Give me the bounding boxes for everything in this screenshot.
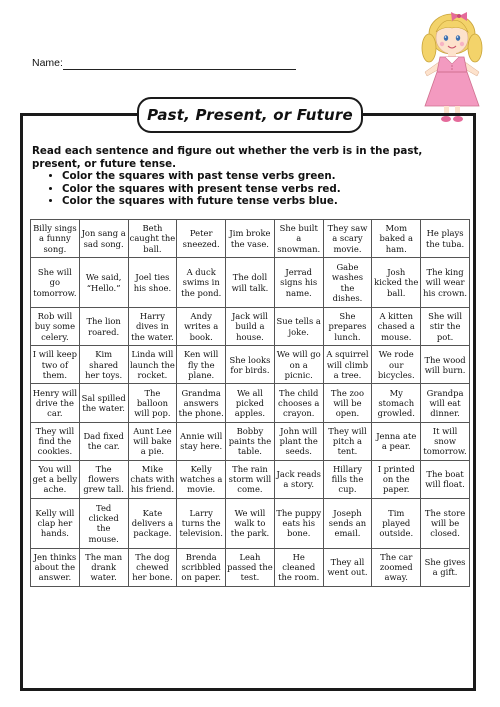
- sentence-square[interactable]: Harry dives in the water.: [128, 307, 177, 345]
- sentence-square[interactable]: My stomach growled.: [372, 384, 421, 422]
- sentence-square[interactable]: A squirrel will climb a tree.: [323, 346, 372, 384]
- sentence-square[interactable]: Bobby paints the table.: [226, 422, 275, 460]
- sentence-square[interactable]: Jerrad signs his name.: [274, 258, 323, 308]
- page-title: Past, Present, or Future: [147, 106, 353, 124]
- sentence-square[interactable]: Aunt Lee will bake a pie.: [128, 422, 177, 460]
- title-banner: [137, 97, 363, 133]
- sentence-square[interactable]: Sal spilled the water.: [79, 384, 128, 422]
- sentence-square[interactable]: The rain storm will come.: [226, 460, 275, 498]
- sentence-square[interactable]: She built a snowman.: [274, 220, 323, 258]
- grid-row: [31, 498, 470, 548]
- sentence-square[interactable]: Hillary fills the cup.: [323, 460, 372, 498]
- sentence-square[interactable]: You will get a belly ache.: [31, 460, 80, 498]
- instruction-present: • Color the squares with present tense verbs red.: [62, 183, 472, 196]
- sentence-square[interactable]: The wood will burn.: [421, 346, 470, 384]
- sentence-square[interactable]: Kelly watches a movie.: [177, 460, 226, 498]
- grid-row: [31, 422, 470, 460]
- sentence-square[interactable]: Mike chats with his friend.: [128, 460, 177, 498]
- sentence-square[interactable]: The man drank water.: [79, 548, 128, 586]
- sentence-square[interactable]: Ken will fly the plane.: [177, 346, 226, 384]
- sentence-square[interactable]: Jenna ate a pear.: [372, 422, 421, 460]
- sentence-square[interactable]: The boat will float.: [421, 460, 470, 498]
- sentence-square[interactable]: Grandma answers the phone.: [177, 384, 226, 422]
- sentence-square[interactable]: He cleaned the room.: [274, 548, 323, 586]
- name-label: Name:: [32, 57, 63, 69]
- sentence-square[interactable]: We said, “Hello.”: [79, 258, 128, 308]
- grid-row: [31, 384, 470, 422]
- sentence-square[interactable]: Annie will stay here.: [177, 422, 226, 460]
- sentence-square[interactable]: Leah passed the test.: [226, 548, 275, 586]
- sentence-square[interactable]: We will walk to the park.: [226, 498, 275, 548]
- sentence-square[interactable]: She will go tomorrow.: [31, 258, 80, 308]
- instructions-list: [32, 170, 472, 208]
- sentence-square[interactable]: They will find the cookies.: [31, 422, 80, 460]
- grid-row: [31, 307, 470, 345]
- sentence-square[interactable]: Grandpa will eat dinner.: [421, 384, 470, 422]
- sentence-square[interactable]: The child chooses a crayon.: [274, 384, 323, 422]
- girl-illustration: [415, 10, 489, 125]
- sentence-square[interactable]: The puppy eats his bone.: [274, 498, 323, 548]
- sentence-square[interactable]: A duck swims in the pond.: [177, 258, 226, 308]
- sentence-square[interactable]: I printed on the paper.: [372, 460, 421, 498]
- sentence-square[interactable]: It will snow tomorrow.: [421, 422, 470, 460]
- sentence-square[interactable]: Jack reads a story.: [274, 460, 323, 498]
- sentence-square[interactable]: The lion roared.: [79, 307, 128, 345]
- sentence-square[interactable]: Rob will buy some celery.: [31, 307, 80, 345]
- sentence-square[interactable]: Billy sings a funny song.: [31, 220, 80, 258]
- sentence-square[interactable]: She looks for birds.: [226, 346, 275, 384]
- grid-row: [31, 548, 470, 586]
- name-input-line[interactable]: [63, 69, 296, 70]
- sentence-square[interactable]: Henry will drive the car.: [31, 384, 80, 422]
- sentence-square[interactable]: Jack will build a house.: [226, 307, 275, 345]
- sentence-square[interactable]: She prepares lunch.: [323, 307, 372, 345]
- sentence-square[interactable]: Sue tells a joke.: [274, 307, 323, 345]
- sentence-square[interactable]: The flowers grew tall.: [79, 460, 128, 498]
- sentence-square[interactable]: Gabe washes the dishes.: [323, 258, 372, 308]
- sentence-square[interactable]: Jim broke the vase.: [226, 220, 275, 258]
- sentence-square[interactable]: We will go on a picnic.: [274, 346, 323, 384]
- sentence-square[interactable]: The zoo will be open.: [323, 384, 372, 422]
- sentence-square[interactable]: A kitten chased a mouse.: [372, 307, 421, 345]
- sentence-square[interactable]: The doll will talk.: [226, 258, 275, 308]
- sentence-grid: [30, 219, 470, 587]
- sentence-square[interactable]: Andy writes a book.: [177, 307, 226, 345]
- instructions: [32, 145, 472, 208]
- grid-row: [31, 460, 470, 498]
- instruction-future: • Color the squares with future tense verbs blue.: [62, 195, 472, 208]
- sentence-square[interactable]: She gives a gift.: [421, 548, 470, 586]
- sentence-square[interactable]: The dog chewed her bone.: [128, 548, 177, 586]
- sentence-square[interactable]: Brenda scribbled on paper.: [177, 548, 226, 586]
- sentence-square[interactable]: Larry turns the television.: [177, 498, 226, 548]
- sentence-square[interactable]: Kate delivers a package.: [128, 498, 177, 548]
- sentence-square[interactable]: Joseph sends an email.: [323, 498, 372, 548]
- sentence-square[interactable]: Joel ties his shoe.: [128, 258, 177, 308]
- grid-row: [31, 258, 470, 308]
- sentence-square[interactable]: She will stir the pot.: [421, 307, 470, 345]
- sentence-square[interactable]: Jen thinks about the answer.: [31, 548, 80, 586]
- instruction-past: • Color the squares with past tense verbs green.: [62, 170, 472, 183]
- grid-row: [31, 220, 470, 258]
- instructions-intro: Read each sentence and figure out whether the verb is in the past, present, or future tense.: [32, 145, 423, 170]
- sentence-square[interactable]: John will plant the seeds.: [274, 422, 323, 460]
- sentence-square[interactable]: Tim played outside.: [372, 498, 421, 548]
- sentence-square[interactable]: Kim shared her toys.: [79, 346, 128, 384]
- sentence-square[interactable]: Josh kicked the ball.: [372, 258, 421, 308]
- sentence-square[interactable]: The car zoomed away.: [372, 548, 421, 586]
- sentence-square[interactable]: The store will be closed.: [421, 498, 470, 548]
- grid-row: [31, 346, 470, 384]
- sentence-square[interactable]: The balloon will pop.: [128, 384, 177, 422]
- sentence-square[interactable]: They saw a scary movie.: [323, 220, 372, 258]
- sentence-square[interactable]: He plays the tuba.: [421, 220, 470, 258]
- sentence-square[interactable]: Kelly will clap her hands.: [31, 498, 80, 548]
- sentence-square[interactable]: I will keep two of them.: [31, 346, 80, 384]
- sentence-square[interactable]: We all picked apples.: [226, 384, 275, 422]
- sentence-square[interactable]: We rode our bicycles.: [372, 346, 421, 384]
- sentence-square[interactable]: The king will wear his crown.: [421, 258, 470, 308]
- sentence-square[interactable]: Beth caught the ball.: [128, 220, 177, 258]
- sentence-square[interactable]: They will pitch a tent.: [323, 422, 372, 460]
- sentence-square[interactable]: Mom baked a ham.: [372, 220, 421, 258]
- sentence-square[interactable]: Linda will launch the rocket.: [128, 346, 177, 384]
- sentence-square[interactable]: Ted clicked the mouse.: [79, 498, 128, 548]
- sentence-square[interactable]: Jon sang a sad song.: [79, 220, 128, 258]
- sentence-square[interactable]: They all went out.: [323, 548, 372, 586]
- sentence-square[interactable]: Peter sneezed.: [177, 220, 226, 258]
- sentence-square[interactable]: Dad fixed the car.: [79, 422, 128, 460]
